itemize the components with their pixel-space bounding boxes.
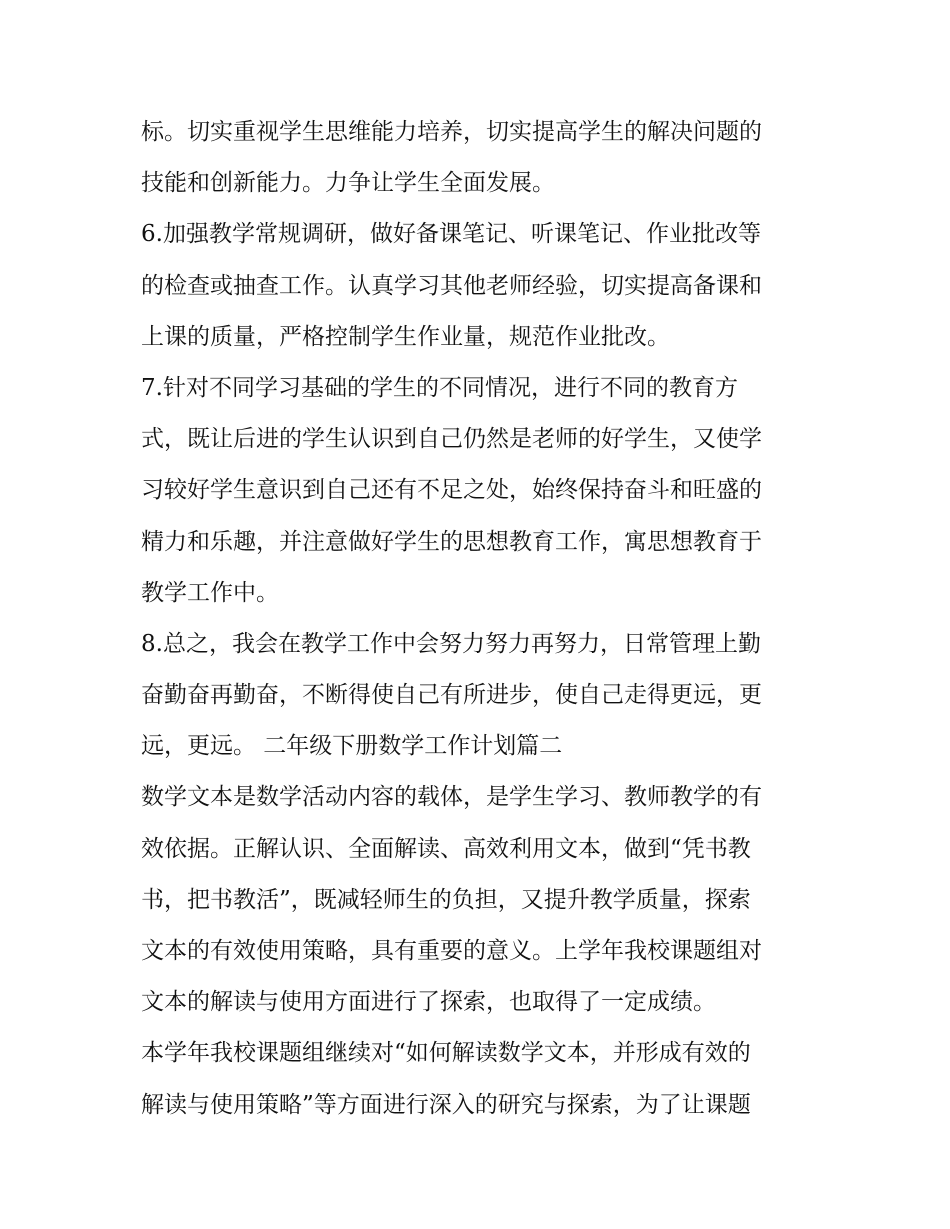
text-line: 本学年我校课题组继续对“如何解读数学文本，并形成有效的 (141, 1040, 751, 1067)
text-line: 书，把书教活”，既减轻师生的负担，又提升教学质量，探索 (141, 886, 751, 913)
text-line: 文本的解读与使用方面进行了探索，也取得了一定成绩。 (141, 989, 716, 1016)
text-line: 数学文本是数学活动内容的载体，是学生学习、教师教学的有 (141, 784, 762, 811)
text-line: 精力和乐趣，并注意做好学生的思想教育工作，寓思想教育于 (141, 528, 762, 555)
text-line: 6.加强教学常规调研，做好备课笔记、听课笔记、作业批改等 (141, 221, 761, 248)
text-line: 效依据。正解认识、全面解读、高效利用文本，做到“凭书教 (141, 835, 751, 862)
text-line: 习较好学生意识到自己还有不足之处，始终保持奋斗和旺盛的 (141, 477, 762, 504)
text-line: 标。切实重视学生思维能力培养，切实提高学生的解决问题的 (141, 119, 762, 145)
text-line: 解读与使用策略”等方面进行深入的研究与探索，为了让课题 (141, 1091, 751, 1118)
text-line: 7.针对不同学习基础的学生的不同情况，进行不同的教育方 (141, 374, 738, 401)
body-text (141, 107, 821, 1131)
text-line: 上课的质量，严格控制学生作业量，规范作业批改。 (141, 323, 670, 350)
text-line: 教学工作中。 (141, 579, 279, 606)
text-line: 远，更远。 二年级下册数学工作计划篇二 (141, 733, 563, 760)
text-line: 的检查或抽查工作。认真学习其他老师经验，切实提高备课和 (141, 272, 762, 299)
text-line: 式，既让后进的学生认识到自己仍然是老师的好学生，又使学 (141, 426, 762, 453)
text-line: 奋勤奋再勤奋，不断得使自己有所进步，使自己走得更远，更 (141, 682, 762, 709)
text-line: 文本的有效使用策略，具有重要的意义。上学年我校课题组对 (141, 938, 762, 964)
text-line: 8.总之，我会在教学工作中会努力努力再努力，日常管理上勤 (141, 630, 761, 657)
text-line: 技能和创新能力。力争让学生全面发展。 (141, 170, 555, 197)
